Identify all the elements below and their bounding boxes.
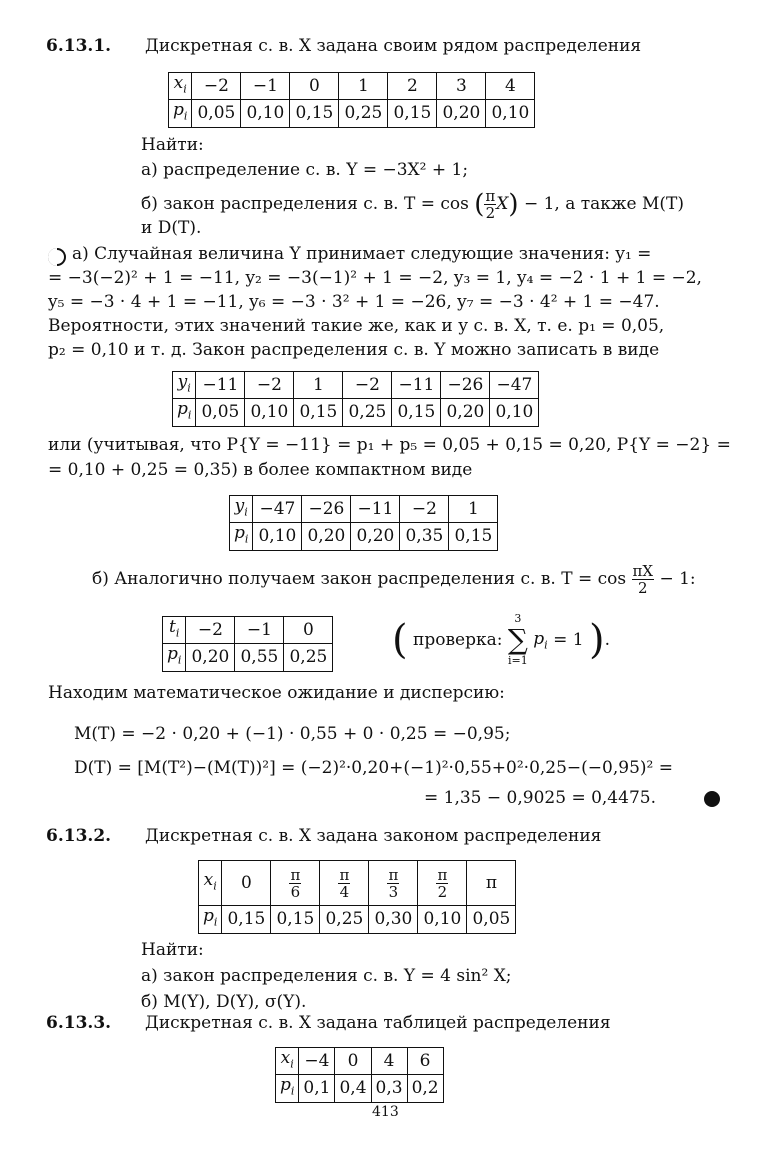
table-value-cell: 2	[388, 73, 437, 100]
paren-close: )	[508, 189, 519, 220]
table-prob-cell: 0,4	[335, 1075, 371, 1102]
variance-result: = 1,35 − 0,9025 = 0,4475.	[424, 788, 656, 808]
check-paren-close: )	[588, 617, 605, 663]
table-value-cell	[418, 861, 467, 906]
problem-statement-3: Дискретная с. в. X задана таблицей распределения	[145, 1013, 611, 1033]
fraction-value: $\frac{\pi}{4}$	[339, 866, 350, 902]
x-distribution-table-3	[275, 1047, 444, 1103]
row-header-prob: $p_i$	[163, 644, 186, 671]
pi-over-2-fraction: $\frac{\pi}{2}$	[485, 187, 496, 222]
table-prob-cell: 0,35	[400, 523, 449, 550]
table-value-cell: 1	[339, 73, 388, 100]
table-prob-cell: 0,10	[253, 523, 302, 550]
paren-open: (	[474, 189, 485, 220]
fraction-value: $\frac{\pi}{6}$	[290, 866, 301, 902]
sum-check	[392, 613, 610, 667]
table-value-cell: −2	[343, 372, 392, 399]
table-value-cell: 1	[294, 372, 343, 399]
table-value-cell: 6	[407, 1048, 443, 1075]
pix-over-2-fraction: $\frac{\pi X}{2}$	[632, 562, 654, 597]
task-a-2: а) закон распределения с. в. Y = 4 sin² X;	[141, 966, 512, 986]
solution-line-1: а) Случайная величина Y принимает следующие значения: y₁ =	[72, 244, 652, 264]
check-tail: = 1	[553, 630, 584, 650]
table-value-cell: 3	[437, 73, 486, 100]
table-value-cell: −2	[186, 617, 235, 644]
solution-end-icon	[704, 791, 720, 807]
table-value-cell	[369, 861, 418, 906]
solution-line-2: = −3(−2)² + 1 = −11, y₂ = −3(−1)² + 1 = −2, y₃ = 1, y₄ = −2 · 1 + 1 = −2,	[48, 268, 702, 288]
task-a: а) распределение с. в. Y = −3X² + 1;	[141, 160, 469, 180]
variance-formula: D(T) = [M(T²)−(M(T))²] = (−2)²·0,20+(−1)²·0,55+0²·0,25−(−0,95)² =	[74, 758, 673, 778]
problem-number-6-13-3: 6.13.3.	[46, 1013, 112, 1033]
table-value-cell: −1	[235, 617, 284, 644]
table-prob-cell: 0,20	[351, 523, 400, 550]
find-label: Найти:	[141, 135, 204, 155]
row-header-prob: $p_i$	[173, 399, 196, 426]
table-value-cell: −2	[192, 73, 241, 100]
table-value-cell: π	[467, 861, 516, 906]
solution-line-6: или (учитывая, что P{Y = −11} = p₁ + p₅ = 0,05 + 0,15 = 0,20, P{Y = −2} =	[48, 435, 731, 455]
task-b-post: − 1, а также M(T)	[523, 194, 685, 214]
fraction-value: $\frac{\pi}{2}$	[437, 866, 448, 902]
table-prob-cell: 0,1	[299, 1075, 335, 1102]
sum-lower-limit: i=1	[508, 654, 528, 667]
table-prob-cell: 0,10	[490, 399, 539, 426]
table-value-cell: −11	[196, 372, 245, 399]
solution-b-post: − 1:	[659, 569, 696, 589]
row-header-value: $x_i$	[276, 1048, 299, 1075]
problem-number-6-13-2: 6.13.2.	[46, 826, 112, 846]
table-prob-cell: 0,55	[235, 644, 284, 671]
table-prob-cell: 0,10	[486, 100, 535, 127]
solution-b-line	[92, 563, 696, 596]
table-prob-cell: 0,15	[392, 399, 441, 426]
var-x: X	[496, 194, 509, 214]
solution-b-pre: б) Аналогично получаем закон распределения с. в. T = cos	[92, 569, 627, 589]
moments-intro: Находим математическое ожидание и дисперсию:	[48, 683, 505, 703]
y-compact-table	[229, 495, 498, 551]
table-prob-cell: 0,2	[407, 1075, 443, 1102]
row-header-value: $t_i$	[163, 617, 186, 644]
check-period: .	[604, 630, 610, 650]
x-trig-distribution-table	[198, 860, 516, 934]
row-header-prob: $p_i$	[230, 523, 253, 550]
task-b	[141, 188, 684, 221]
table-prob-cell: 0,10	[241, 100, 290, 127]
table-prob-cell: 0,20	[186, 644, 235, 671]
problem-statement: Дискретная с. в. X задана своим рядом распределения	[145, 36, 642, 56]
row-header-prob: $p_i$	[199, 906, 222, 933]
table-value-cell: 0	[290, 73, 339, 100]
sum-symbol	[508, 613, 528, 667]
task-b-2: б) M(Y), D(Y), σ(Y).	[141, 992, 307, 1012]
solution-line-3: y₅ = −3 · 4 + 1 = −11, y₆ = −3 · 3² + 1 = −26, y₇ = −3 · 4² + 1 = −47.	[48, 292, 660, 312]
t-distribution-table	[162, 616, 333, 672]
table-prob-cell: 0,30	[369, 906, 418, 933]
table-value-cell: 0	[284, 617, 333, 644]
x-distribution-table	[168, 72, 535, 128]
check-label: проверка:	[413, 630, 503, 650]
row-header-prob: $p_i$	[276, 1075, 299, 1102]
find-label-2: Найти:	[141, 940, 204, 960]
row-header-prob: $p_i$	[169, 100, 192, 127]
problem-statement-2: Дискретная с. в. X задана законом распределения	[145, 826, 602, 846]
sum-upper-limit: 3	[514, 612, 522, 625]
table-prob-cell: 0,15	[271, 906, 320, 933]
table-value-cell: 1	[449, 496, 498, 523]
solution-line-4: Вероятности, этих значений такие же, как и у с. в. X, т. е. p₁ = 0,05,	[48, 316, 665, 336]
problem-number-6-13-1: 6.13.1.	[46, 36, 112, 56]
table-prob-cell: 0,25	[320, 906, 369, 933]
table-prob-cell: 0,15	[290, 100, 339, 127]
solution-line-5: p₂ = 0,10 и т. д. Закон распределения с. в. Y можно записать в виде	[48, 340, 660, 360]
table-value-cell: −4	[299, 1048, 335, 1075]
table-prob-cell: 0,15	[222, 906, 271, 933]
table-value-cell: 4	[371, 1048, 407, 1075]
table-value-cell: −2	[245, 372, 294, 399]
table-value-cell: 4	[486, 73, 535, 100]
table-value-cell: 0	[222, 861, 271, 906]
table-prob-cell: 0,3	[371, 1075, 407, 1102]
table-prob-cell: 0,25	[284, 644, 333, 671]
task-b-line2: и D(T).	[141, 218, 202, 238]
fraction-value: $\frac{\pi}{3}$	[388, 866, 399, 902]
table-prob-cell: 0,15	[388, 100, 437, 127]
row-header-value: $x_i$	[169, 73, 192, 100]
table-prob-cell: 0,20	[441, 399, 490, 426]
table-value-cell: −47	[490, 372, 539, 399]
task-b-pre: б) закон распределения с. в. T = cos	[141, 194, 469, 214]
p-i-term: $p_i$	[533, 628, 548, 652]
table-prob-cell: 0,15	[294, 399, 343, 426]
table-value-cell: 0	[335, 1048, 371, 1075]
table-prob-cell: 0,25	[343, 399, 392, 426]
table-value-cell: −1	[241, 73, 290, 100]
table-value-cell: −47	[253, 496, 302, 523]
sigma-icon: ∑	[507, 623, 528, 656]
table-prob-cell: 0,05	[192, 100, 241, 127]
table-prob-cell: 0,05	[196, 399, 245, 426]
table-prob-cell: 0,05	[467, 906, 516, 933]
page-number: 413	[372, 1104, 399, 1120]
table-value-cell: −26	[302, 496, 351, 523]
solution-start-icon	[48, 246, 66, 269]
y-distribution-table	[172, 371, 539, 427]
row-header-value: $x_i$	[199, 861, 222, 906]
row-header-value: $y_i$	[173, 372, 196, 399]
table-prob-cell: 0,20	[437, 100, 486, 127]
table-prob-cell: 0,20	[302, 523, 351, 550]
check-paren-open: (	[392, 617, 408, 663]
table-value-cell: −11	[351, 496, 400, 523]
expectation-formula: M(T) = −2 · 0,20 + (−1) · 0,55 + 0 · 0,25 = −0,95;	[74, 724, 511, 744]
table-value-cell: −11	[392, 372, 441, 399]
table-prob-cell: 0,10	[418, 906, 467, 933]
table-value-cell	[320, 861, 369, 906]
table-prob-cell: 0,25	[339, 100, 388, 127]
row-header-value: $y_i$	[230, 496, 253, 523]
table-value-cell: −2	[400, 496, 449, 523]
table-value-cell: −26	[441, 372, 490, 399]
solution-line-7: = 0,10 + 0,25 = 0,35) в более компактном виде	[48, 460, 473, 480]
table-prob-cell: 0,10	[245, 399, 294, 426]
table-value-cell	[271, 861, 320, 906]
table-prob-cell: 0,15	[449, 523, 498, 550]
